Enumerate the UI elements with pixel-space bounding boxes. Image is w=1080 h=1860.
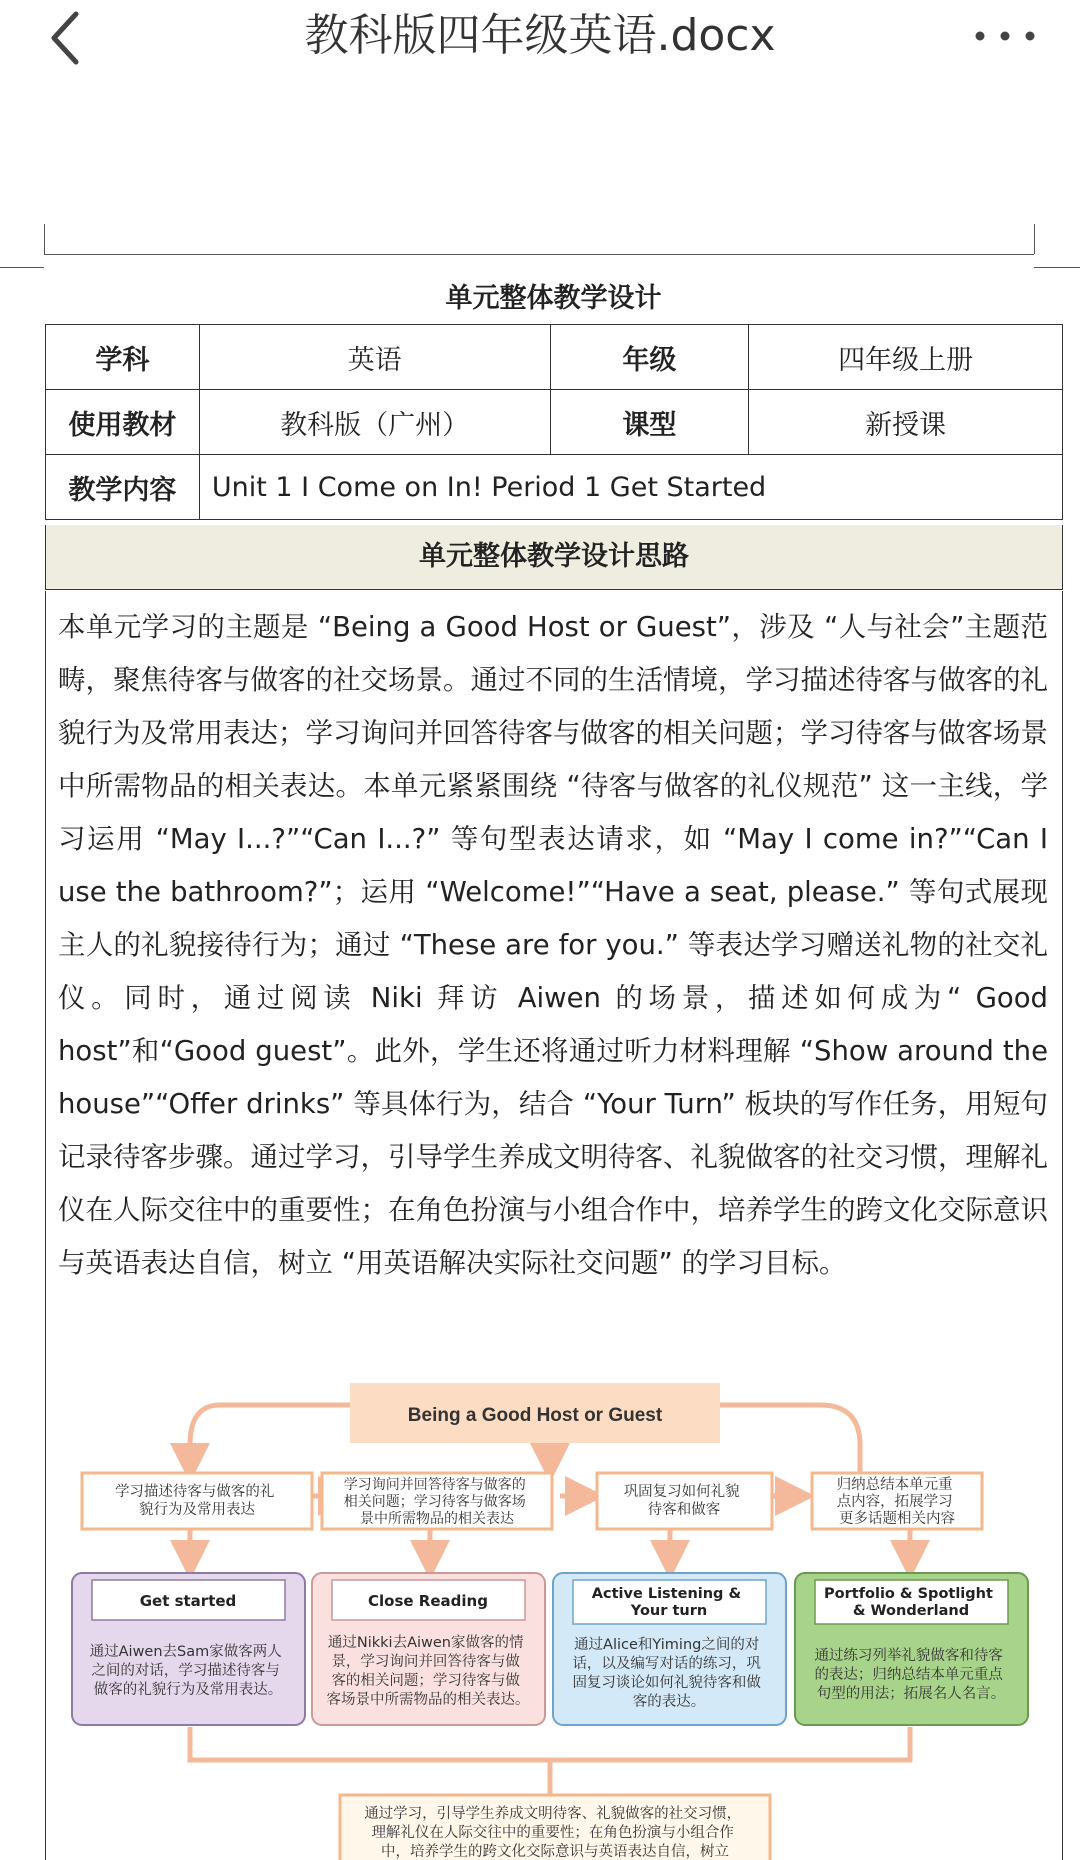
summary-text: 通过学习，引导学生养成文明待客、礼貌做客的社交习惯， 理解礼仪在人际交往中的重要性；在角色扮演与小组合作 中，培养学生的跨文化交际意识与英语表达自信，树立 <box>364 1806 742 1860</box>
subject-value: 英语 <box>199 325 550 390</box>
phase-title: Portfolio & Spotlight & Wonderland <box>824 1586 993 1619</box>
lesson-type-value: 新授课 <box>749 390 1063 455</box>
header-rule <box>44 254 1034 255</box>
crop-mark-right-h <box>1034 267 1080 268</box>
content-value: Unit 1 I Come on In! Period 1 Get Started <box>199 455 1062 520</box>
phase-title: Get started <box>139 1592 237 1610</box>
diagram-top-text: Being a Good Host or Guest <box>407 1405 663 1426</box>
unit-flow-diagram <box>60 1375 1050 1860</box>
phase-title: Close Reading <box>368 1592 488 1610</box>
phase-title: Active Listening & Your turn <box>591 1586 742 1619</box>
step-box <box>597 1473 772 1529</box>
phase-text: 通过Nikki去Aiwen家做客的情 景，学习询问并回答待客与做 客的相关问题；学习待客与做 客场景中所需物品的相关表达。 <box>326 1635 530 1708</box>
phase-text: 通过Aiwen去Sam家做客两人 之间的对话，学习描述待客与 做客的礼貌行为及常用表达。 <box>89 1644 283 1698</box>
back-icon[interactable] <box>44 8 94 68</box>
step-text: 归纳总结本单元重 点内容，拓展学习 更多话题相关内容 <box>836 1477 955 1527</box>
phase-text: 通过Alice和Yiming之间的对 话，以及编写对话的练习，巩 固复习谈论如何礼貌待客和做 客的表达。 <box>572 1637 761 1710</box>
crop-mark-left-h <box>0 267 44 268</box>
section-title: 单元整体教学设计思路 <box>45 525 1063 590</box>
crop-mark-left-v <box>44 224 45 254</box>
table-row <box>46 325 1063 390</box>
grade-label: 年级 <box>550 325 749 390</box>
step-text: 学习描述待客与做客的礼 貌行为及常用表达 <box>114 1484 275 1518</box>
document-title: 教科版四年级英语.docx <box>304 10 776 61</box>
crop-mark-right-v <box>1034 224 1035 254</box>
table-row <box>46 455 1063 520</box>
grade-value: 四年级上册 <box>749 325 1063 390</box>
step-text: 学习询问并回答待客与做客的 相关问题；学习待客与做客场 景中所需物品的相关表达 <box>343 1477 526 1527</box>
table-row <box>46 390 1063 455</box>
lesson-type-label: 课型 <box>550 390 749 455</box>
step-text: 巩固复习如何礼貌 待客和做客 <box>623 1484 740 1518</box>
design-paragraph: 本单元学习的主题是 “Being a Good Host or Guest”，涉及 “人与社会”主题范畴，聚焦待客与做客的社交场景。通过不同的生活情境，学习描述待客与做客的礼貌行为及常用表达；学习询问并回答待客与做客的相关问题；学习待客与做客场景中所需物品的相关表达。本单元紧紧围绕 “待客与做客的礼仪规范” 这一主线，学习运用 “May I...?”“Can I...?” 等句型表达请求，如 “May I come in?”“Can I use the bathroom?”；运用 “Welcome!”“Have a seat, please.” 等句式展现主人的礼貌接待行为；通过 “These are for you.” 等表达学习赠送礼物的社交礼仪。同时，通过阅读 Niki 拜访 Aiwen 的场景，描述如何成为“ Good host”和“Good guest”。此外，学生还将通过听力材料理解 “Show around the house”“Offer drinks” 等具体行为，结合 “Your Turn” 板块的写作任务，用短句记录待客步骤。通过学习，引导学生养成文明待客、礼貌做客的社交习惯，理解礼仪在人际交往中的重要性；在角色扮演与小组合作中，培养学生的跨文化交际意识与英语表达自信，树立 “用英语解决实际社交问题” 的学习目标。 <box>58 611 1049 1279</box>
subject-label: 学科 <box>46 325 200 390</box>
info-table <box>45 324 1063 520</box>
content-label: 教学内容 <box>46 455 200 520</box>
textbook-label: 使用教材 <box>46 390 200 455</box>
step-box <box>82 1473 312 1529</box>
doc-heading: 单元整体教学设计 <box>445 283 662 314</box>
phase-text: 通过练习列举礼貌做客和待客 的表达；归纳总结本单元重点 句型的用法；拓展名人名言。 <box>814 1648 1006 1702</box>
textbook-value: 教科版（广州） <box>199 390 550 455</box>
top-bar <box>0 0 1080 76</box>
more-options-icon[interactable] <box>970 20 1040 50</box>
